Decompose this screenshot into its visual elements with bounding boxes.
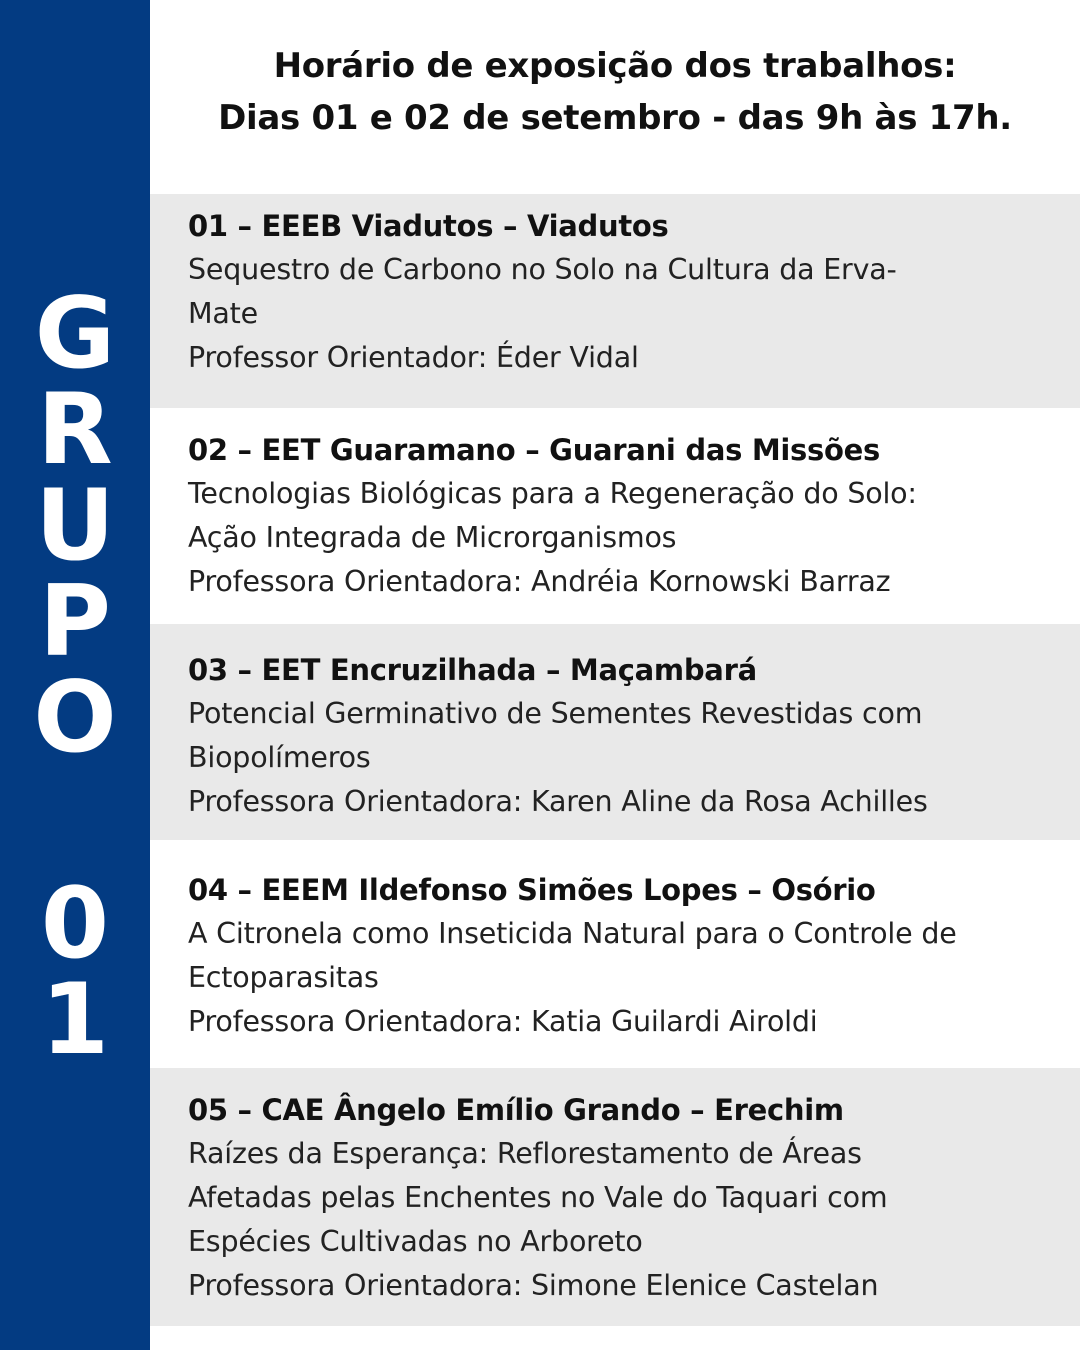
entry-title-line: Afetadas pelas Enchentes no Vale do Taquari com: [188, 1181, 888, 1214]
entry-title-line: Mate: [188, 297, 258, 330]
entry-card: [150, 408, 1080, 624]
entry-advisor: Professora Orientadora: Simone Elenice Castelan: [188, 1269, 879, 1302]
entry-heading: 02 – EET Guaramano – Guarani das Missões: [188, 433, 880, 467]
group-letter: U: [35, 469, 115, 583]
entry-advisor: Professora Orientadora: Andréia Kornowski Barraz: [188, 565, 891, 598]
entry-card: [150, 194, 1080, 408]
entry-heading: 01 – EEEB Viadutos – Viadutos: [188, 209, 669, 243]
entry-title-line: Sequestro de Carbono no Solo na Cultura da Erva-: [188, 253, 897, 286]
entry-title-line: A Citronela como Inseticida Natural para o Controle de: [188, 917, 957, 950]
entry-advisor: Professora Orientadora: Katia Guilardi Airoldi: [188, 1005, 818, 1038]
header-title: Horário de exposição dos trabalhos:: [273, 46, 957, 86]
entry-title-line: Espécies Cultivadas no Arboreto: [188, 1225, 643, 1258]
entry-heading: 03 – EET Encruzilhada – Maçambará: [188, 653, 757, 687]
group-digit: 0: [40, 867, 110, 981]
entry-title-line: Potencial Germinativo de Sementes Revestidas com: [188, 697, 923, 730]
vertical-group-label: [0, 277, 150, 775]
schedule-header: [150, 0, 1080, 194]
entry-heading: 05 – CAE Ângelo Emílio Grando – Erechim: [188, 1093, 844, 1127]
entry-title-line: Biopolímeros: [188, 741, 371, 774]
entry-title-line: Raízes da Esperança: Reflorestamento de Áreas: [188, 1137, 862, 1170]
group-letter: O: [33, 661, 117, 775]
entry-title-line: Ectoparasitas: [188, 961, 379, 994]
group-letter: P: [39, 565, 111, 679]
entry-title-line: Ação Integrada de Microrganismos: [188, 521, 677, 554]
entry-card: [150, 1068, 1080, 1326]
entry-heading: 04 – EEEM Ildefonso Simões Lopes – Osório: [188, 873, 876, 907]
header-dates: Dias 01 e 02 de setembro - das 9h às 17h.: [218, 98, 1012, 138]
group-digit: 1: [40, 963, 110, 1077]
group-letter: G: [34, 277, 116, 391]
vertical-group-number: [0, 867, 150, 1077]
entry-advisor: Professor Orientador: Éder Vidal: [188, 341, 639, 374]
sidebar: [0, 0, 150, 1350]
entry-advisor: Professora Orientadora: Karen Aline da Rosa Achilles: [188, 785, 928, 818]
entry-card: [150, 840, 1080, 1068]
entry-card: [150, 624, 1080, 840]
group-letter: R: [37, 373, 113, 487]
entry-title-line: Tecnologias Biológicas para a Regeneração do Solo:: [188, 477, 917, 510]
